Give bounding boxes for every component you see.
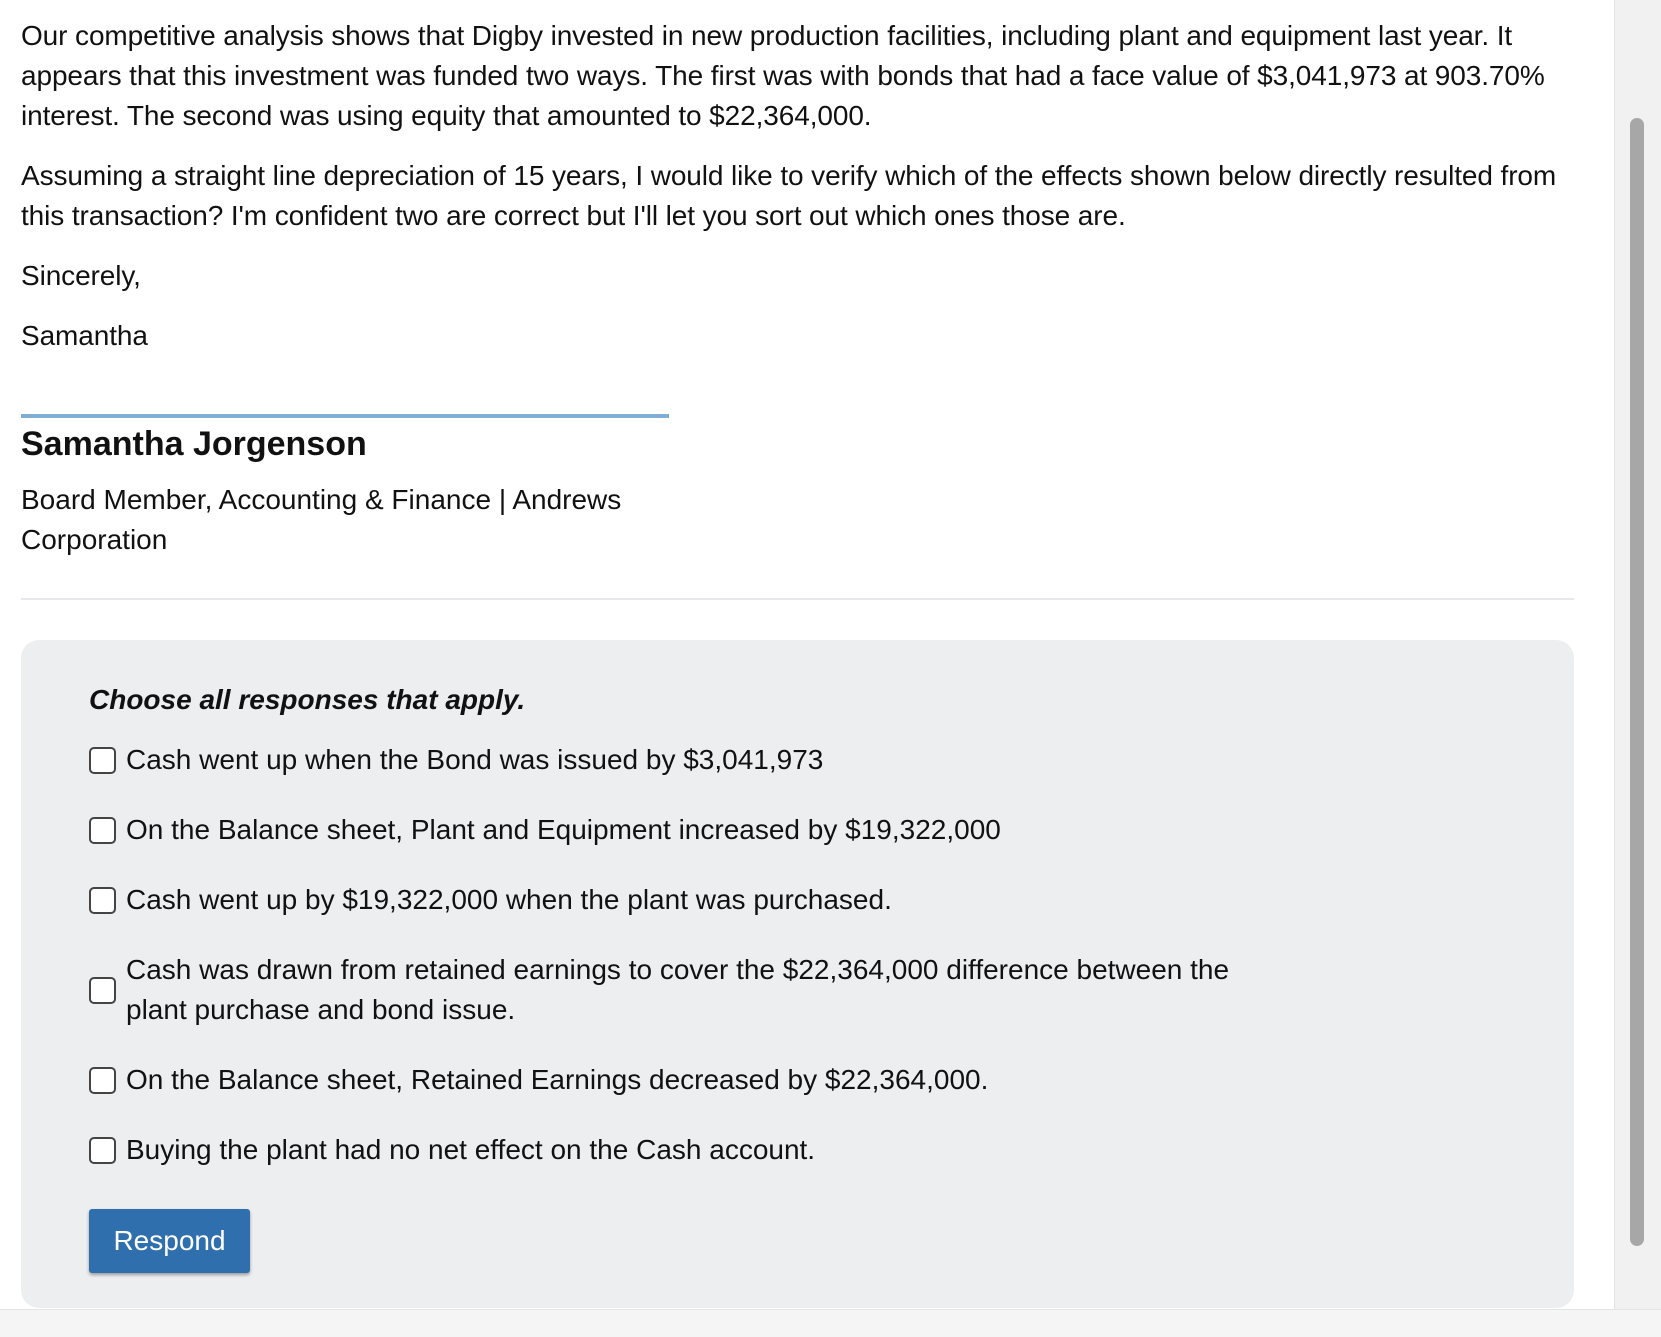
vertical-scrollbar[interactable] <box>1614 0 1661 1310</box>
option-checkbox[interactable] <box>89 977 116 1004</box>
response-option[interactable] <box>89 880 892 920</box>
option-checkbox[interactable] <box>89 887 116 914</box>
response-instruction: Choose all responses that apply. <box>89 684 526 715</box>
message-closing: Sincerely, <box>21 260 141 291</box>
response-panel <box>21 640 1574 1308</box>
response-option[interactable] <box>89 1130 815 1170</box>
response-option[interactable] <box>89 950 1289 1030</box>
option-label: Cash went up when the Bond was issued by $3,041,973 <box>126 744 824 775</box>
option-label: On the Balance sheet, Retained Earnings decreased by $22,364,000. <box>126 1064 989 1095</box>
option-checkbox[interactable] <box>89 747 116 774</box>
option-checkbox[interactable] <box>89 817 116 844</box>
signature-rule <box>21 414 669 418</box>
response-option[interactable] <box>89 1060 988 1100</box>
option-checkbox[interactable] <box>89 1137 116 1164</box>
option-label: Buying the plant had no net effect on the Cash account. <box>126 1134 816 1165</box>
option-label: Cash was drawn from retained earnings to cover the $22,364,000 difference between the plant purchase and bond issue. <box>126 954 1230 1025</box>
bottom-bar <box>0 1309 1661 1337</box>
signature-title: Board Member, Accounting & Finance | Andrews Corporation <box>21 484 622 555</box>
message-paragraph-2: Assuming a straight line depreciation of 15 years, I would like to verify which of the effects shown below directly resulted from this transaction? I'm confident two are correct but I'll let you sort out which ones those are. <box>21 160 1557 231</box>
response-option[interactable] <box>89 810 1001 850</box>
respond-button[interactable]: Respond <box>89 1209 250 1273</box>
section-divider <box>21 598 1574 600</box>
signature-name: Samantha Jorgenson <box>21 425 367 463</box>
message-paragraph-1: Our competitive analysis shows that Digby invested in new production facilities, including plant and equipment last year. It appears that this investment was funded two ways. The first was with bonds that had a face value of $3,041,973 at 903.70% interest. The second was using equity that amounted to $22,364,000. <box>21 20 1545 131</box>
option-label: Cash went up by $19,322,000 when the plant was purchased. <box>126 884 892 915</box>
scrollbar-thumb[interactable] <box>1630 118 1644 1246</box>
signer-first-name: Samantha <box>21 320 148 351</box>
option-checkbox[interactable] <box>89 1067 116 1094</box>
option-label: On the Balance sheet, Plant and Equipment increased by $19,322,000 <box>126 814 1001 845</box>
response-option[interactable] <box>89 740 823 780</box>
